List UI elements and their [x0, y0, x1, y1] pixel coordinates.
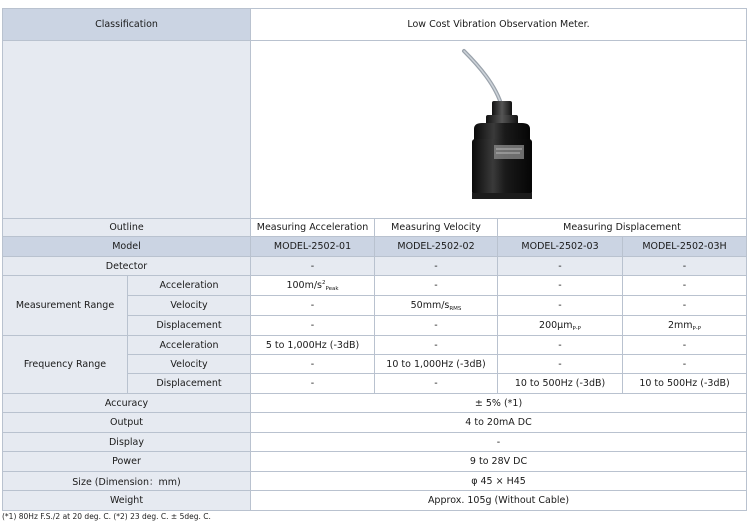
outline-label: Outline: [3, 219, 251, 237]
classification-label: Classification: [3, 9, 251, 41]
output-label: Output: [3, 413, 251, 433]
accuracy-label: Accuracy: [3, 394, 251, 413]
frequency-velocity-label: Velocity: [128, 355, 251, 374]
display-row: [3, 433, 747, 452]
frequency-value: 10 to 500Hz (-3dB): [498, 374, 623, 394]
frequency-acceleration-row: [3, 336, 747, 355]
measurement-velocity-value: $50mm/s_{RMS}$: [375, 296, 498, 316]
power-value: 9 to 28V DC: [251, 452, 747, 472]
measurement-acceleration-label: Acceleration: [128, 276, 251, 296]
measurement-value: -: [498, 296, 623, 316]
photo-row: [3, 41, 747, 219]
frequency-range-label: Frequency Range: [3, 336, 128, 394]
output-row: [3, 413, 747, 433]
power-row: [3, 452, 747, 472]
footnote: (*1) 80Hz F.S./2 at 20 deg. C. (*2) 23 deg. C. ± 5deg. C.: [2, 512, 211, 521]
measurement-displacement-value: $2mm_{P-P}$: [623, 316, 747, 336]
frequency-value: -: [498, 336, 623, 355]
detector-label: Detector: [3, 257, 251, 276]
measurement-value: -: [375, 276, 498, 296]
weight-label: Weight: [3, 491, 251, 511]
header-row: [3, 9, 747, 41]
display-label: Display: [3, 433, 251, 452]
frequency-value: -: [498, 355, 623, 374]
frequency-value: -: [623, 336, 747, 355]
output-value: 4 to 20mA DC: [251, 413, 747, 433]
detector-row: [3, 257, 747, 276]
frequency-value: 10 to 1,000Hz (-3dB): [375, 355, 498, 374]
frequency-displacement-label: Displacement: [128, 374, 251, 394]
outline-displacement: Measuring Displacement: [498, 219, 747, 237]
spec-table: [2, 8, 747, 511]
display-value: -: [251, 433, 747, 452]
measurement-acceleration-row: [3, 276, 747, 296]
model-value: MODEL-2502-01: [251, 237, 375, 257]
frequency-value: 5 to 1,000Hz (-3dB): [251, 336, 375, 355]
measurement-velocity-label: Velocity: [128, 296, 251, 316]
measurement-value: -: [623, 296, 747, 316]
model-value: MODEL-2502-03: [498, 237, 623, 257]
frequency-value: -: [623, 355, 747, 374]
vibration-sensor-image: [434, 45, 564, 215]
detector-value: -: [375, 257, 498, 276]
measurement-range-label: Measurement Range: [3, 276, 128, 336]
frequency-value: -: [251, 355, 375, 374]
measurement-value: -: [498, 276, 623, 296]
weight-row: [3, 491, 747, 511]
product-photo-cell: [251, 41, 747, 219]
size-row: [3, 472, 747, 491]
frequency-value: -: [375, 336, 498, 355]
model-label: Model: [3, 237, 251, 257]
measurement-value: -: [375, 316, 498, 336]
outline-row: [3, 219, 747, 237]
frequency-acceleration-label: Acceleration: [128, 336, 251, 355]
accuracy-row: [3, 394, 747, 413]
measurement-value: -: [251, 316, 375, 336]
measurement-value: -: [623, 276, 747, 296]
size-value: φ 45 × H45: [251, 472, 747, 491]
weight-value: Approx. 105g (Without Cable): [251, 491, 747, 511]
measurement-value: -: [251, 296, 375, 316]
measurement-displacement-label: Displacement: [128, 316, 251, 336]
model-value: MODEL-2502-03H: [623, 237, 747, 257]
detector-value: -: [623, 257, 747, 276]
frequency-value: -: [251, 374, 375, 394]
model-value: MODEL-2502-02: [375, 237, 498, 257]
outline-velocity: Measuring Velocity: [375, 219, 498, 237]
power-label: Power: [3, 452, 251, 472]
frequency-value: 10 to 500Hz (-3dB): [623, 374, 747, 394]
model-row: [3, 237, 747, 257]
detector-value: -: [498, 257, 623, 276]
measurement-displacement-value: $200\mu m_{P-P}$: [498, 316, 623, 336]
frequency-value: -: [375, 374, 498, 394]
outline-acceleration: Measuring Acceleration: [251, 219, 375, 237]
detector-value: -: [251, 257, 375, 276]
measurement-acceleration-value: $100m/s^2_{Peak}$: [251, 276, 375, 296]
size-label: Size (Dimension：mm): [3, 472, 251, 491]
product-title: Low Cost Vibration Observation Meter.: [251, 9, 747, 41]
accuracy-value: ± 5% (*1): [251, 394, 747, 413]
photo-label-cell: [3, 41, 251, 219]
